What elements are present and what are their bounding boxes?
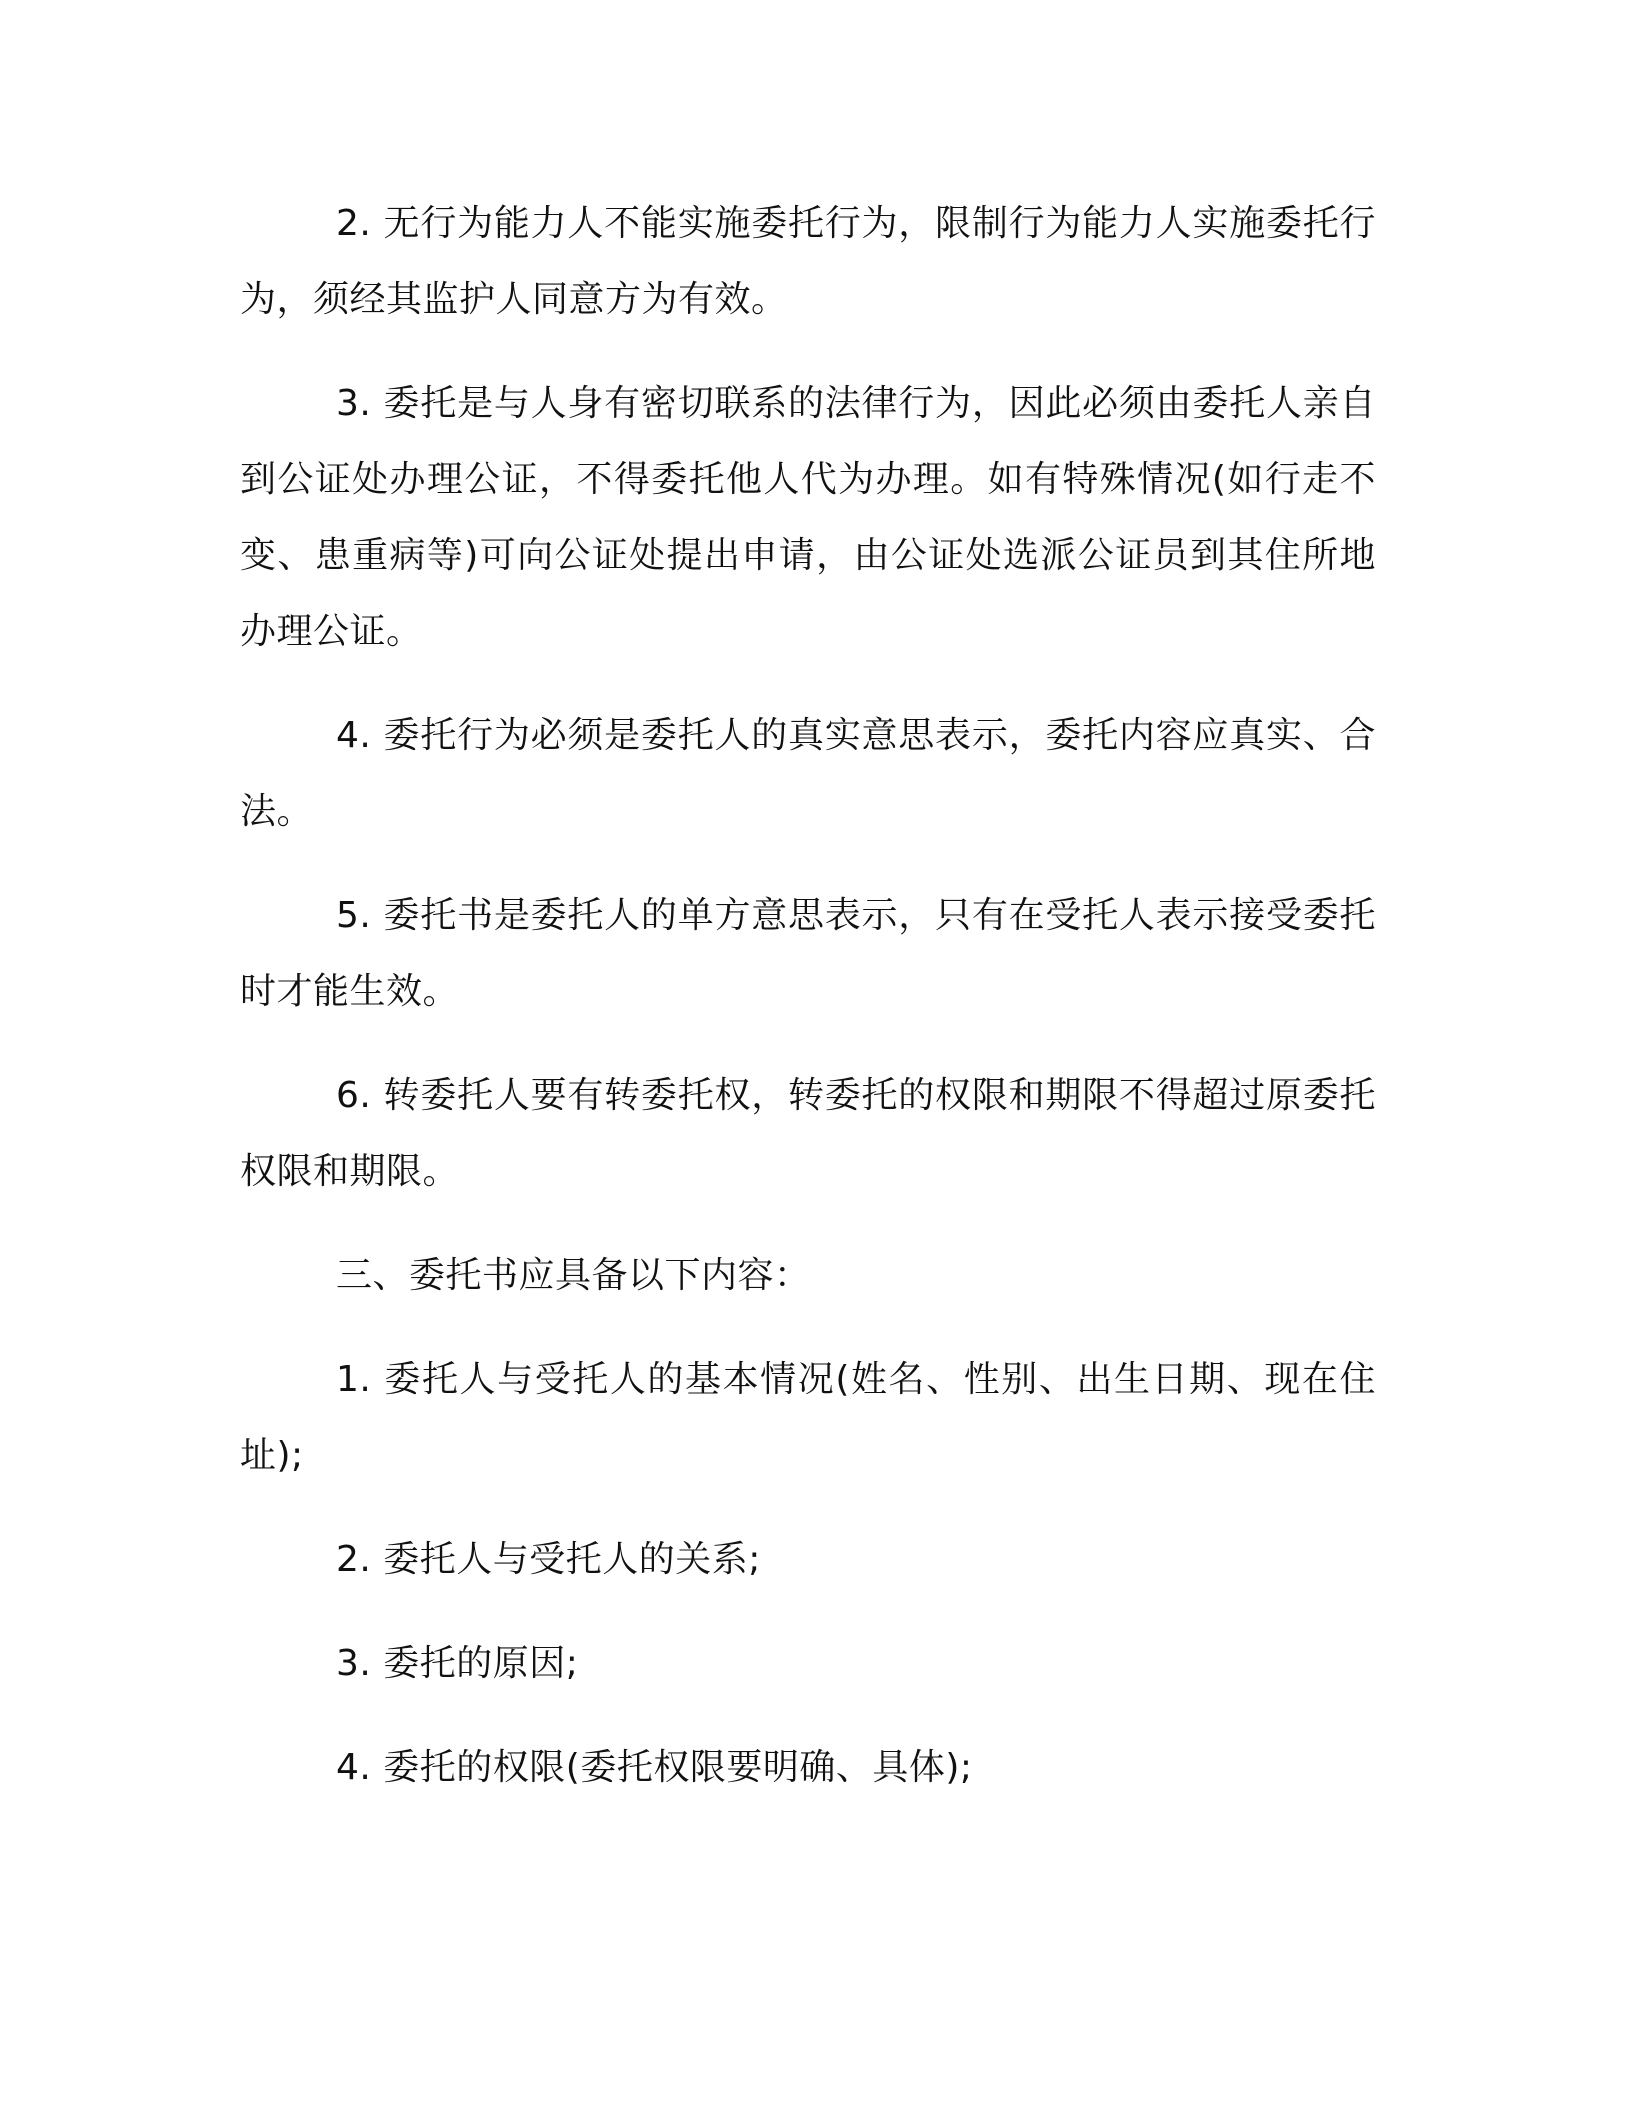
list-item-2: 2. 委托人与受托人的关系; — [336, 1539, 761, 1580]
list-item-1: 1. 委托人与受托人的基本情况(姓名、性别、出生日期、现在住址); — [240, 1359, 1376, 1476]
paragraph-item-3: 3. 委托是与人身有密切联系的法律行为，因此必须由委托人亲自到公证处办理公证，不得委托他人代为办理。如有特殊情况(如行走不变、患重病等)可向公证处提出申请，由公证处选派公证员到其住所地办理公证。 — [240, 383, 1376, 652]
paragraph-item-5: 5. 委托书是委托人的单方意思表示，只有在受托人表示接受委托时才能生效。 — [240, 895, 1376, 1012]
list-item-3: 3. 委托的原因; — [336, 1643, 579, 1684]
section-heading-three: 三、委托书应具备以下内容： — [336, 1255, 811, 1296]
paragraph-item-4: 4. 委托行为必须是委托人的真实意思表示，委托内容应真实、合法。 — [240, 715, 1376, 832]
paragraph-item-2: 2. 无行为能力人不能实施委托行为，限制行为能力人实施委托行为，须经其监护人同意方为有效。 — [240, 203, 1376, 320]
paragraph-item-6: 6. 转委托人要有转委托权，转委托的权限和期限不得超过原委托权限和期限。 — [240, 1075, 1376, 1192]
list-item-4: 4. 委托的权限(委托权限要明确、具体); — [336, 1747, 973, 1788]
document-body — [240, 186, 1376, 1834]
